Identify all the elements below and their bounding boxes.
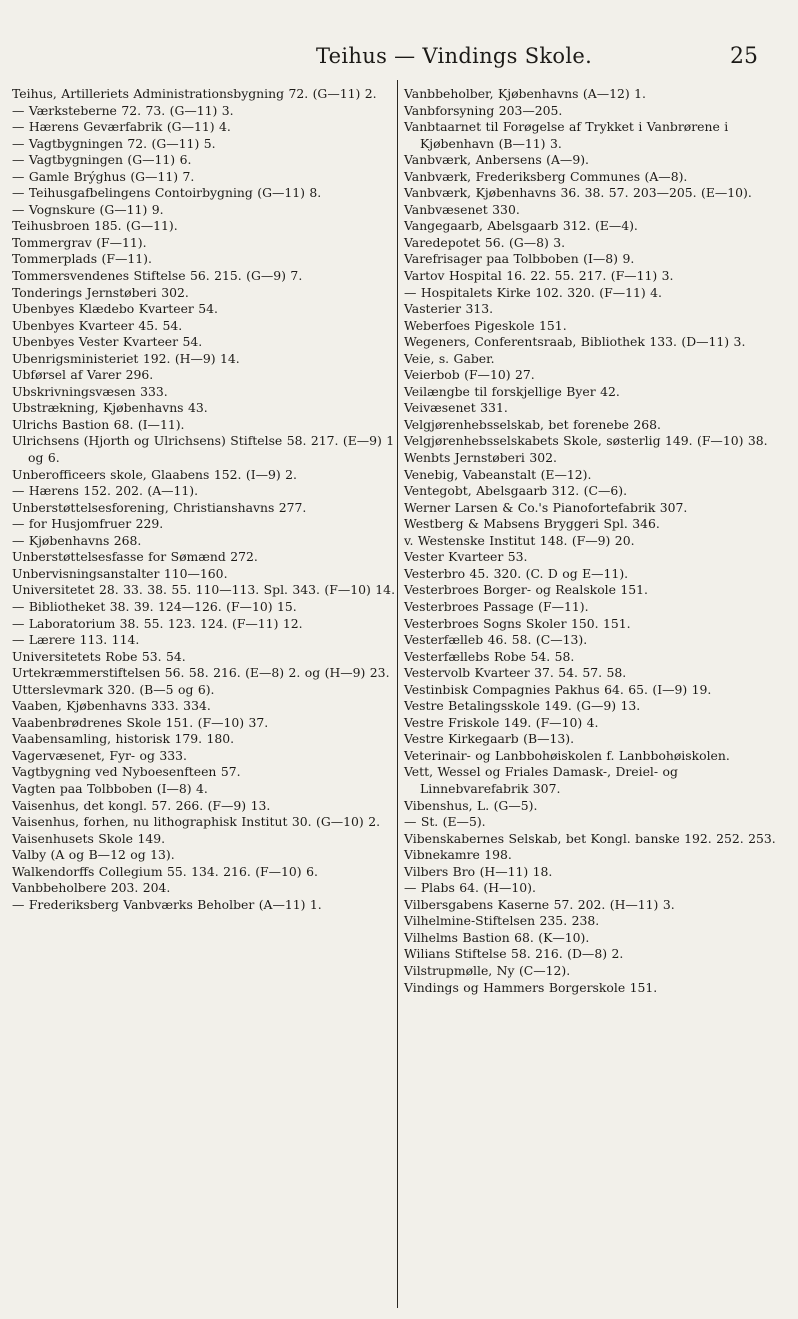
- index-entry: Vanbtaarnet til Forøgelse af Trykket i Vanbrørene i Kjøbenhavn (B—11) 3.: [404, 119, 729, 151]
- page-header: [0, 44, 798, 84]
- index-entry: Tommergrav (F—11).: [12, 234, 147, 250]
- index-entry: Vilstrupmølle, Ny (C—12).: [404, 962, 571, 978]
- index-entry: Werner Larsen & Co.'s Pianofortefabrik 307.: [404, 499, 688, 515]
- index-entry: Vesterbroes Sogns Skoler 150. 151.: [404, 615, 631, 631]
- index-entry: Ubenbyes Klædebo Kvarteer 54.: [12, 301, 218, 317]
- index-entry: — for Husjomfruer 229.: [12, 516, 164, 532]
- index-entry: Ubførsel af Varer 296.: [12, 367, 154, 383]
- index-entry: Veterinair- og Lanbbohøiskolen f. Lanbbohøiskolen.: [404, 747, 730, 763]
- index-entry: Wegeners, Conferentsraab, Bibliothek 133. (D—11) 3.: [404, 334, 746, 350]
- index-entry: Vanbvæsenet 330.: [404, 201, 520, 217]
- index-entry: — Teihusgafbelingens Contoirbygning (G—11) 8.: [12, 185, 322, 201]
- index-entry: Universitetet 28. 33. 38. 55. 110—113. Spl. 343. (F—10) 14.: [12, 582, 396, 598]
- index-entry: Teihus, Artilleriets Administrationsbygning 72. (G—11) 2.: [12, 86, 377, 101]
- index-column-left: [12, 86, 395, 913]
- index-entry: Varefrisager paa Tolbboben (I—8) 9.: [404, 251, 635, 267]
- column-divider: [397, 80, 398, 1308]
- index-entry: Vesterfællebs Robe 54. 58.: [404, 648, 575, 664]
- index-entry: Ulrichs Bastion 68. (I—11).: [12, 416, 185, 432]
- index-entry: Vaisenhusets Skole 149.: [12, 830, 166, 846]
- index-entry: — Bibliotheket 38. 39. 124—126. (F—10) 15.: [12, 598, 297, 614]
- index-entry: Vestre Friskole 149. (F—10) 4.: [404, 714, 599, 730]
- index-entry: Vanbværk, Anbersens (A—9).: [404, 152, 589, 168]
- index-entry: Vanbværk, Kjøbenhavns 36. 38. 57. 203—205. (E—10).: [404, 185, 752, 201]
- index-entry: — St. (E—5).: [404, 814, 486, 830]
- index-entry: Vett, Wessel og Friales Damask-, Dreiel- og Linnebvarefabrik 307.: [404, 764, 678, 796]
- index-entry: Vilbers Bro (H—11) 18.: [404, 863, 553, 879]
- index-entry: Vaisenhus, det kongl. 57. 266. (F—9) 13.: [12, 797, 271, 813]
- index-entry: Vestervolb Kvarteer 37. 54. 57. 58.: [404, 665, 627, 681]
- index-entry: Vasterier 313.: [404, 301, 494, 317]
- index-entry: — Frederiksberg Vanbværks Beholber (A—11) 1.: [12, 896, 322, 912]
- index-entry: Teihusbroen 185. (G—11).: [12, 218, 178, 234]
- index-entry: v. Westenske Institut 148. (F—9) 20.: [404, 532, 635, 548]
- index-entry: Urtekræmmerstiftelsen 56. 58. 216. (E—8) 2. og (H—9) 23.: [12, 665, 390, 681]
- index-entry: Velgjørenhebsselskab, bet forenebe 268.: [404, 416, 661, 432]
- index-entry: — Vognskure (G—11) 9.: [12, 201, 164, 217]
- index-entry: Vanbbeholbere 203. 204.: [12, 880, 171, 896]
- index-entry: Tommerplads (F—11).: [12, 251, 152, 267]
- index-entry: Vaabenbrødrenes Skole 151. (F—10) 37.: [12, 714, 269, 730]
- index-entry: Valby (A og B—12 og 13).: [12, 847, 175, 863]
- index-entry: — Vagtbygningen (G—11) 6.: [12, 152, 192, 168]
- index-entry: Ulrichsens (Hjorth og Ulrichsens) Stiftelse 58. 217. (E—9) 1 og 6.: [12, 433, 395, 466]
- index-entry: Vaaben, Kjøbenhavns 333. 334.: [12, 698, 211, 714]
- index-entry: Wilians Stiftelse 58. 216. (D—8) 2.: [404, 946, 624, 962]
- index-entry: Ubstrækning, Kjøbenhavns 43.: [12, 400, 208, 416]
- index-entry: Vanbbeholber, Kjøbenhavns (A—12) 1.: [404, 86, 646, 101]
- index-entry: Vangegaarb, Abelsgaarb 312. (E—4).: [404, 218, 638, 234]
- index-entry: Ubskrivningsvæsen 333.: [12, 383, 168, 399]
- index-entry: Tommersvendenes Stiftelse 56. 215. (G—9) 7.: [12, 268, 303, 284]
- index-entry: Vartov Hospital 16. 22. 55. 217. (F—11) 3.: [404, 268, 674, 284]
- index-entry: Wenbts Jernstøberi 302.: [404, 450, 557, 466]
- index-entry: Ubenrigsministeriet 192. (H—9) 14.: [12, 350, 240, 366]
- index-entry: Utterslevmark 320. (B—5 og 6).: [12, 681, 215, 697]
- index-column-right: [404, 86, 780, 996]
- index-entry: Vesterbroes Passage (F—11).: [404, 598, 589, 614]
- index-entry: Vestinbisk Compagnies Pakhus 64. 65. (I—9) 19.: [404, 681, 712, 697]
- index-entry: Ubenbyes Kvarteer 45. 54.: [12, 317, 183, 333]
- index-entry: Vesterbro 45. 320. (C. D og E—11).: [404, 565, 629, 581]
- index-entry: Vaabensamling, historisk 179. 180.: [12, 731, 235, 747]
- index-entry: Vilhelms Bastion 68. (K—10).: [404, 929, 590, 945]
- index-entry: Vester Kvarteer 53.: [404, 549, 528, 565]
- index-entry: Vesterfælleb 46. 58. (C—13).: [404, 632, 588, 648]
- index-entry: — Kjøbenhavns 268.: [12, 532, 142, 548]
- index-entry: Vestre Kirkegaarb (B—13).: [404, 731, 575, 747]
- index-entry: Vestre Betalingsskole 149. (G—9) 13.: [404, 698, 641, 714]
- index-entry: Velgjørenhebsselskabets Skole, søsterlig 149. (F—10) 38.: [404, 433, 768, 449]
- index-entry: Vagten paa Tolbboben (I—8) 4.: [12, 780, 208, 796]
- index-entry: Vilbersgabens Kaserne 57. 202. (H—11) 3.: [404, 896, 675, 912]
- index-entry: — Gamle Brýghus (G—11) 7.: [12, 168, 195, 184]
- index-entry: Vibnekamre 198.: [404, 847, 512, 863]
- index-entry: Varedepotet 56. (G—8) 3.: [404, 234, 566, 250]
- index-entry: Vanbværk, Frederiksberg Communes (A—8).: [404, 168, 688, 184]
- index-entry: Vindings og Hammers Borgerskole 151.: [404, 979, 658, 995]
- index-entry: Veilængbe til forskjellige Byer 42.: [404, 383, 620, 399]
- index-entry: — Værksteberne 72. 73. (G—11) 3.: [12, 102, 234, 118]
- index-entry: Ventegobt, Abelsgaarb 312. (C—6).: [404, 483, 628, 499]
- index-entry: Vibenskabernes Selskab, bet Kongl. banske 192. 252. 253.: [404, 830, 776, 846]
- index-entry: Vagtbygning ved Nyboesenfteen 57.: [12, 764, 241, 780]
- index-entry: Universitetets Robe 53. 54.: [12, 648, 186, 664]
- index-entry: — Laboratorium 38. 55. 123. 124. (F—11) 12.: [12, 615, 303, 631]
- index-entry: Veierbob (F—10) 27.: [404, 367, 535, 383]
- index-entry: — Hospitalets Kirke 102. 320. (F—11) 4.: [404, 284, 662, 300]
- index-entry: Unberstøttelsesforening, Christianshavns 277.: [12, 499, 307, 515]
- index-entry: Unbervisningsanstalter 110—160.: [12, 565, 228, 581]
- index-entry: Vilhelmine-Stiftelsen 235. 238.: [404, 913, 600, 929]
- index-entry: Tonderings Jernstøberi 302.: [12, 284, 189, 300]
- index-entry: Vanbforsyning 203—205.: [404, 102, 563, 118]
- index-entry: Vesterbroes Borger- og Realskole 151.: [404, 582, 648, 598]
- index-entry: Venebig, Vabeanstalt (E—12).: [404, 466, 592, 482]
- index-entry: — Vagtbygningen 72. (G—11) 5.: [12, 135, 216, 151]
- index-entry: Ubenbyes Vester Kvarteer 54.: [12, 334, 203, 350]
- index-entry: Unberofficeers skole, Glaabens 152. (I—9) 2.: [12, 466, 297, 482]
- index-entry: — Hærens Geværfabrik (G—11) 4.: [12, 119, 231, 135]
- index-entry: Veivæsenet 331.: [404, 400, 508, 416]
- index-entry: Vaisenhus, forhen, nu lithographisk Institut 30. (G—10) 2.: [12, 814, 381, 830]
- index-entry: Veie, s. Gaber.: [404, 350, 495, 366]
- index-entry: Vagervæsenet, Fyr- og 333.: [12, 747, 187, 763]
- index-entry: Westberg & Mabsens Bryggeri Spl. 346.: [404, 516, 660, 532]
- running-title: Teihus — Vindings Skole.: [316, 44, 593, 68]
- index-entry: Vibenshus, L. (G—5).: [404, 797, 538, 813]
- index-entry: — Lærere 113. 114.: [12, 632, 140, 648]
- index-entry: Unberstøttelsesfasse for Sømænd 272.: [12, 549, 258, 565]
- index-entry: Weberfoes Pigeskole 151.: [404, 317, 567, 333]
- index-entry: — Hærens 152. 202. (A—11).: [12, 483, 199, 499]
- index-entry: — Plabs 64. (H—10).: [404, 880, 536, 896]
- index-entry: Walkendorffs Collegium 55. 134. 216. (F—10) 6.: [12, 863, 318, 879]
- page-number: 25: [730, 44, 758, 69]
